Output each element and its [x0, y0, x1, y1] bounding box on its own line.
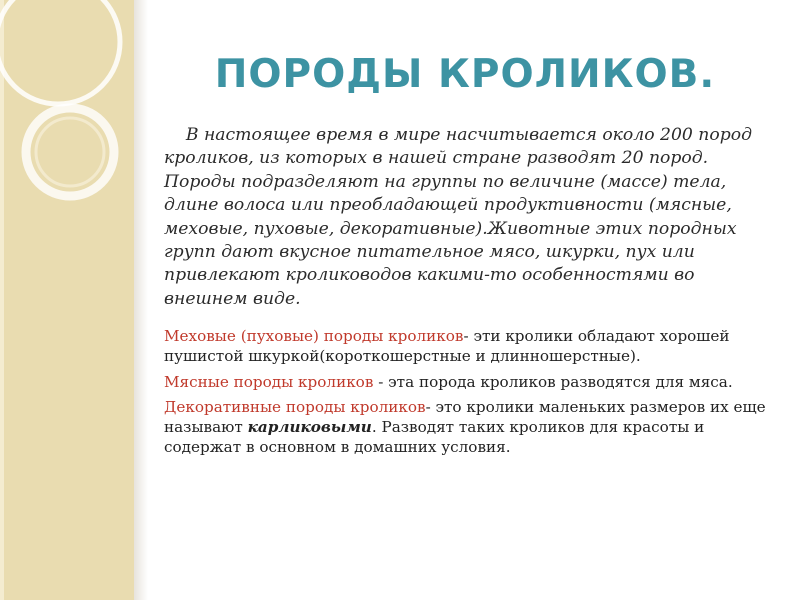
breed-description: - эта порода кроликов разводятся для мяса.: [373, 372, 733, 391]
breed-name: Мясные породы кроликов: [164, 372, 374, 391]
decorative-circles: [0, 0, 134, 260]
breed-item-fur: [164, 327, 774, 367]
breed-name: Меховые (пуховые) породы кроликов: [164, 327, 464, 345]
decorative-circle-small: [26, 108, 114, 196]
breed-name: Декоративные породы кроликов: [164, 398, 426, 417]
side-decoration-panel: [0, 0, 134, 600]
intro-paragraph: [164, 124, 776, 311]
breed-description-end: . Разводят таких кроликов для красоты и содержат в основном в домашних условия.: [164, 418, 705, 456]
breed-description: - это кролики маленьких размеров их еще называют: [164, 398, 766, 437]
decorative-circle-large: [0, 0, 120, 104]
breed-item-decorative: [164, 398, 774, 457]
breed-emphasis: карликовыми: [247, 418, 372, 437]
intro-text: В настоящее время в мире насчитывается около 200 пород кроликов, из которых в нашей стране разводят 20 пород. Породы подразделяют на группы по величине (массе) тела, длине волоса или преобладающей продуктивности (мясные, меховые, пуховые, декоративные).Животные этих породных групп дают вкусное питательное мясо, шкурки, пух или привлекают кролиководов какими-то особенностями во внешнем виде.: [164, 125, 752, 309]
slide-title: ПОРОДЫ КРОЛИКОВ.: [214, 52, 716, 97]
breed-item-meat: [164, 373, 774, 393]
breed-list: [164, 327, 774, 464]
breed-description: - эти кролики обладают хорошей пушистой шкуркой(короткошерстные и длинношерстные).: [164, 327, 730, 365]
panel-edge-shadow: [134, 0, 148, 600]
decorative-circle-small-inner: [36, 118, 104, 186]
